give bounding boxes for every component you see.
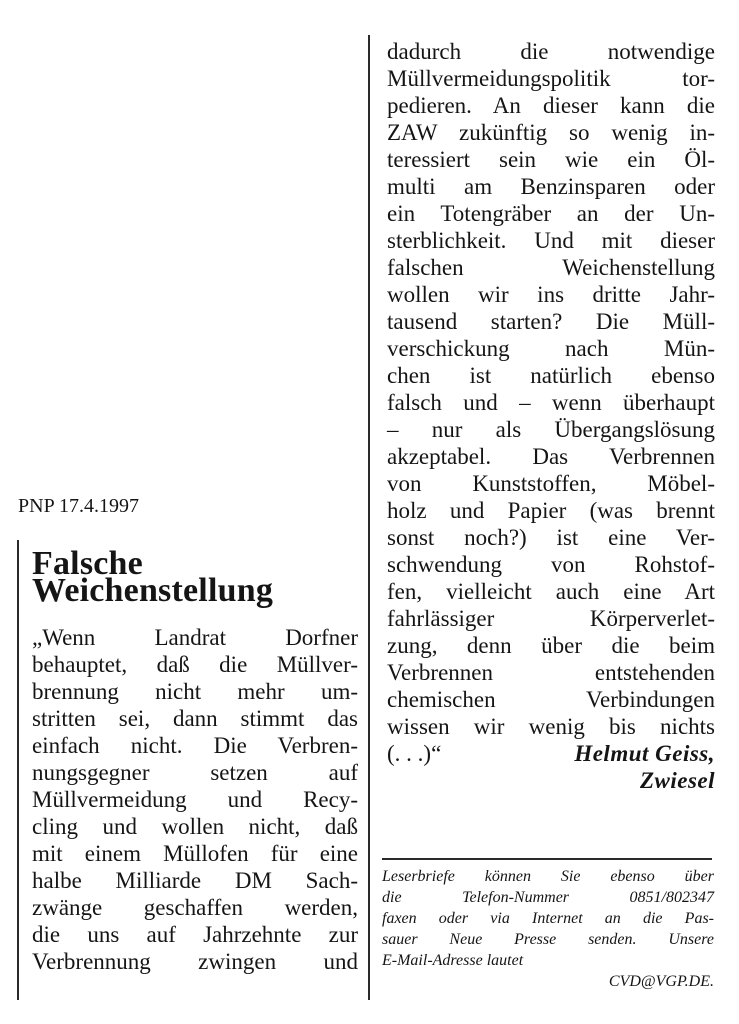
text-line: cling und wollen nicht, daß — [32, 814, 358, 839]
headline-line: Falsche — [32, 545, 143, 582]
source-citation: PNP 17.4.1997 — [18, 495, 139, 517]
text-line: falsch und – wenn überhaupt — [387, 390, 715, 415]
text-line: fen, vielleicht auch eine Art — [387, 579, 715, 604]
text-line: pedieren. An dieser kann die — [387, 93, 715, 118]
text-line: falschen Weichenstellung — [387, 255, 715, 280]
left-column-rule — [17, 540, 19, 1000]
text-line: brennung nicht mehr um- — [32, 679, 358, 704]
text-line: einfach nicht. Die Verbren- — [32, 733, 358, 758]
column-divider-rule — [368, 35, 370, 1000]
text-line: „Wenn Landrat Dorfner — [32, 625, 358, 650]
text-line: tausend starten? Die Müll- — [387, 309, 715, 334]
headline — [32, 544, 362, 609]
text-line: Verbrennung zwingen und — [32, 949, 358, 974]
text-line: behauptet, daß die Müllver- — [32, 652, 358, 677]
text-line: Müllvermeidung und Recy- — [32, 787, 358, 812]
email-address: CVD@VGP.DE. — [608, 973, 714, 990]
text-line: dadurch die notwendige — [387, 39, 715, 64]
text-line: holz und Papier (was brennt — [387, 498, 715, 523]
text-line: sonst noch?) ist eine Ver- — [387, 525, 715, 550]
notice-line: faxen oder via Internet an die Pas- — [382, 910, 714, 927]
text-line: teressiert sein wie ein Öl- — [387, 147, 715, 172]
text-line: die uns auf Jahrzehnte zur — [32, 922, 358, 947]
headline-line: Weichenstellung — [32, 572, 274, 609]
text-line: schwendung von Rohstof- — [387, 552, 715, 577]
text-line: Müllvermeidungspolitik tor- — [387, 66, 715, 91]
text-line: verschickung nach Mün- — [387, 336, 715, 361]
text-line: zwänge geschaffen werden, — [32, 895, 358, 920]
text-line: sterblichkeit. Und mit dieser — [387, 228, 715, 253]
text-line: chen ist natürlich ebenso — [387, 363, 715, 388]
author-name: Helmut Geiss, — [574, 741, 715, 766]
notice-line: die Telefon-Nummer 0851/802347 — [382, 889, 714, 906]
article-column-1 — [32, 624, 358, 975]
text-line: – nur als Übergangslösung — [387, 417, 715, 442]
text-line: nungsgegner setzen auf — [32, 760, 358, 785]
text-line: chemischen Verbindungen — [387, 687, 715, 712]
notice-line: Leserbriefe können Sie ebenso über — [382, 868, 714, 885]
text-line: wissen wir wenig bis nichts — [387, 714, 715, 739]
letters-notice — [382, 866, 714, 992]
text-line: ein Totengräber an der Un- — [387, 201, 715, 226]
text-line: mit einem Müllofen für eine — [32, 841, 358, 866]
notice-line: sauer Neue Presse senden. Unsere — [382, 931, 714, 948]
text-line: halbe Milliarde DM Sach- — [32, 868, 358, 893]
author-city: Zwiesel — [639, 768, 715, 793]
text-line: ZAW zukünftig so wenig in- — [387, 120, 715, 145]
signature-line — [387, 740, 715, 767]
notice-line: E-Mail-Adresse lautet — [382, 952, 524, 969]
text-line: wollen wir ins dritte Jahr- — [387, 282, 715, 307]
text-line: akzeptabel. Das Verbrennen — [387, 444, 715, 469]
text-line: Verbrennen entstehenden — [387, 660, 715, 685]
text-line: multi am Benzinsparen oder — [387, 174, 715, 199]
text-line: zung, denn über die beim — [387, 633, 715, 658]
text-line: von Kunststoffen, Möbel- — [387, 471, 715, 496]
closing-quote: (. . .)“ — [387, 741, 442, 766]
article-column-2 — [387, 38, 715, 794]
text-line: fahrlässiger Körperverlet- — [387, 606, 715, 631]
notice-separator-rule — [382, 858, 712, 860]
text-line: stritten sei, dann stimmt das — [32, 706, 358, 731]
